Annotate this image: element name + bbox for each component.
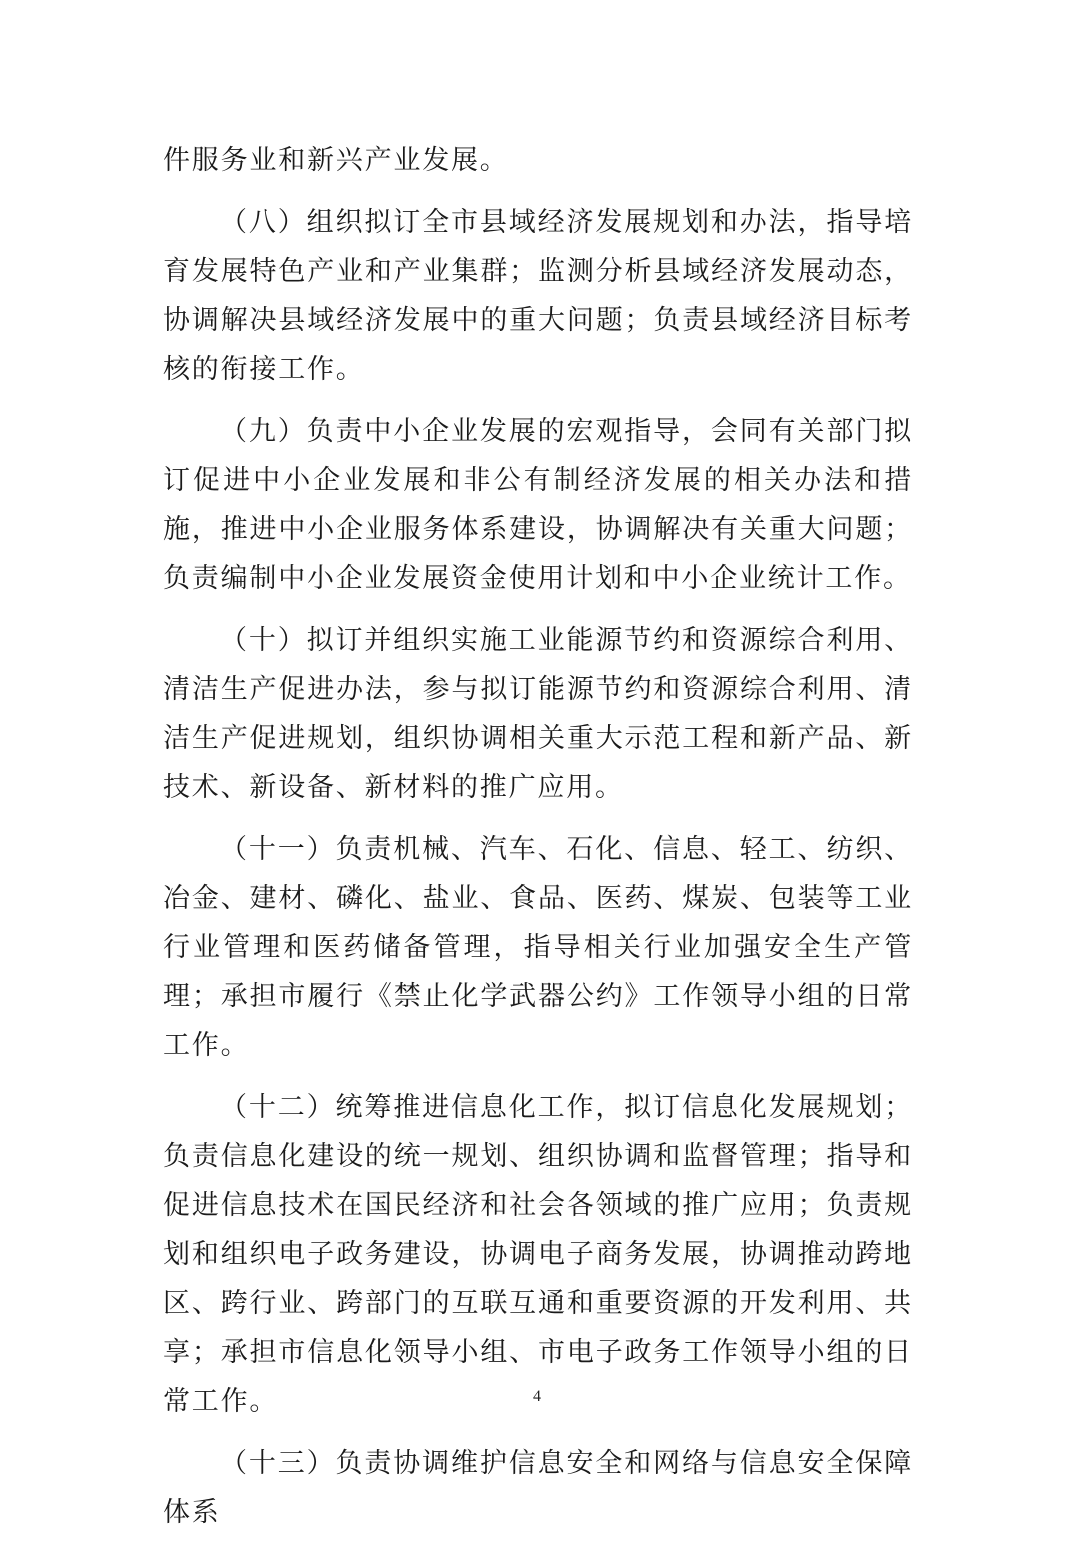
document-body bbox=[163, 136, 913, 1550]
paragraph-item-9: （九）负责中小企业发展的宏观指导，会同有关部门拟订促进中小企业发展和非公有制经济发展的相关办法和措施，推进中小企业服务体系建设，协调解决有关重大问题；负责编制中小企业发展资金使用计划和中小企业统计工作。 bbox=[163, 416, 913, 594]
page-number: 4 bbox=[533, 1388, 541, 1405]
paragraph-continuation: 件服务业和新兴产业发展。 bbox=[163, 145, 509, 176]
paragraph-item-13: （十三）负责协调维护信息安全和网络与信息安全保障体系 bbox=[163, 1448, 913, 1528]
paragraph-item-11: （十一）负责机械、汽车、石化、信息、轻工、纺织、冶金、建材、磷化、盐业、食品、医药、煤炭、包装等工业行业管理和医药储备管理，指导相关行业加强安全生产管理；承担市履行《禁止化学武器公约》工作领导小组的日常工作。 bbox=[163, 834, 913, 1061]
paragraph-item-12: （十二）统筹推进信息化工作，拟订信息化发展规划；负责信息化建设的统一规划、组织协调和监督管理；指导和促进信息技术在国民经济和社会各领域的推广应用；负责规划和组织电子政务建设，协调电子商务发展，协调推动跨地区、跨行业、跨部门的互联互通和重要资源的开发利用、共享；承担市信息化领导小组、市电子政务工作领导小组的日常工作。 bbox=[163, 1092, 913, 1417]
paragraph-item-8: （八）组织拟订全市县域经济发展规划和办法，指导培育发展特色产业和产业集群；监测分析县域经济发展动态，协调解决县域经济发展中的重大问题；负责县域经济目标考核的衔接工作。 bbox=[163, 207, 913, 385]
paragraph-item-10: （十）拟订并组织实施工业能源节约和资源综合利用、清洁生产促进办法，参与拟订能源节约和资源综合利用、清洁生产促进规划，组织协调相关重大示范工程和新产品、新技术、新设备、新材料的推广应用。 bbox=[163, 625, 913, 803]
